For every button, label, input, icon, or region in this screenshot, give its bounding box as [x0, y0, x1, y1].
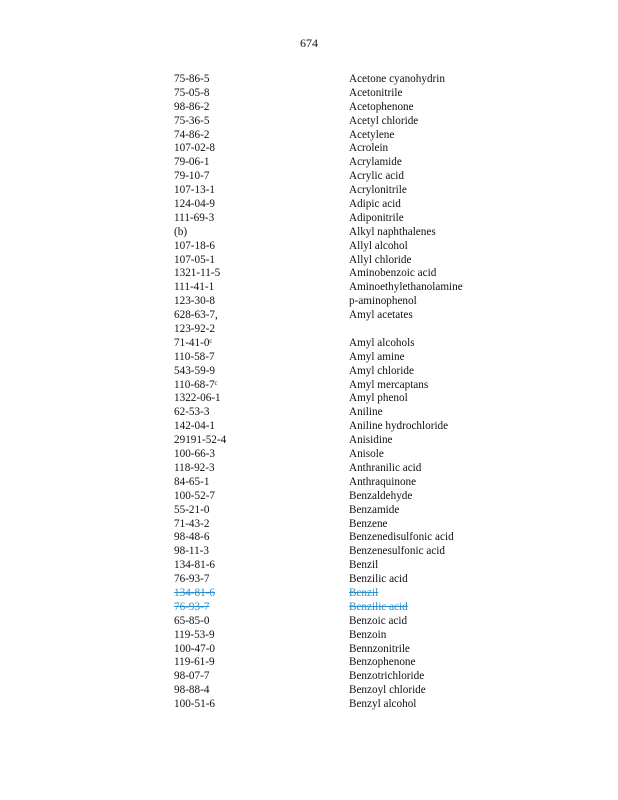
- chemical-name: Amyl amine: [349, 350, 405, 363]
- list-row: [174, 559, 504, 573]
- list-row: [174, 295, 504, 309]
- cas-number: 84-65-1: [174, 475, 210, 488]
- cas-number: 110-68-7ᶜ: [174, 378, 218, 391]
- list-row: [174, 351, 504, 365]
- chemical-name: Aniline: [349, 406, 383, 419]
- cas-number: 119-61-9: [174, 656, 215, 669]
- cas-number: 29191-52-4: [174, 434, 227, 447]
- cas-number: (b): [174, 225, 188, 238]
- list-row: [174, 670, 504, 684]
- list-row: [174, 656, 504, 670]
- list-row: [174, 129, 504, 143]
- cas-number: 142-04-1: [174, 420, 216, 433]
- list-row: [174, 490, 504, 504]
- cas-number: 98-86-2: [174, 100, 210, 113]
- cas-number: 98-88-4: [174, 684, 210, 697]
- list-row: [174, 462, 504, 476]
- list-row: [174, 601, 504, 615]
- list-row: [174, 448, 504, 462]
- cas-number: 55-21-0: [174, 503, 210, 516]
- cas-number: 107-13-1: [174, 184, 216, 197]
- list-row: [174, 573, 504, 587]
- list-row: [174, 531, 504, 545]
- chemical-name: Anisole: [349, 448, 384, 461]
- list-row: [174, 420, 504, 434]
- chemical-name: Anthraquinone: [349, 475, 417, 488]
- cas-number: 123-30-8: [174, 295, 216, 308]
- chemical-name: Anthranilic acid: [349, 461, 422, 474]
- chemical-name: Benzenedisulfonic acid: [349, 531, 454, 544]
- chemical-name: Amyl phenol: [349, 392, 408, 405]
- chemical-name: Aminobenzoic acid: [349, 267, 437, 280]
- list-row: [174, 365, 504, 379]
- list-row: [174, 698, 504, 712]
- cas-number: 119-53-9: [174, 628, 215, 641]
- cas-number: 543-59-9: [174, 364, 216, 377]
- chemical-name: Benzoyl chloride: [349, 684, 426, 697]
- list-row: [174, 281, 504, 295]
- chemical-name: Benzilic acid: [349, 573, 408, 586]
- list-row: [174, 101, 504, 115]
- cas-number: 107-02-8: [174, 142, 216, 155]
- chemical-name: Benzophenone: [349, 656, 416, 669]
- chemical-name: Benzil: [349, 559, 379, 572]
- cas-number: 75-86-5: [174, 73, 210, 85]
- list-row: [174, 267, 504, 281]
- chemical-name: Amyl acetates: [349, 309, 413, 322]
- chemical-name: Amyl mercaptans: [349, 378, 429, 391]
- cas-number: 111-69-3: [174, 211, 215, 224]
- list-row: [174, 254, 504, 268]
- list-row: [174, 323, 504, 337]
- chemical-name: p-aminophenol: [349, 295, 417, 308]
- list-row: [174, 226, 504, 240]
- list-row: [174, 240, 504, 254]
- page-number: 674: [300, 36, 318, 50]
- chemical-name: Acrylic acid: [349, 170, 404, 183]
- chemical-name: Acetonitrile: [349, 86, 403, 99]
- list-row: [174, 434, 504, 448]
- chemical-name: Benzilic acid: [349, 600, 408, 613]
- chemical-name: Aminoethylethanolamine: [349, 281, 463, 294]
- cas-number: 98-07-7: [174, 670, 210, 683]
- list-row: [174, 198, 504, 212]
- cas-number: 62-53-3: [174, 406, 210, 419]
- chemical-name: Benzamide: [349, 503, 400, 516]
- cas-number: 124-04-9: [174, 198, 216, 211]
- list-row: [174, 309, 504, 323]
- list-row: [174, 392, 504, 406]
- cas-number: 1321-11-5: [174, 267, 221, 280]
- list-row: [174, 73, 504, 87]
- cas-number: 75-36-5: [174, 114, 210, 127]
- cas-number: 111-41-1: [174, 281, 215, 294]
- chemical-name: Benzyl alcohol: [349, 698, 417, 711]
- chemical-name: Benzenesulfonic acid: [349, 545, 445, 558]
- chemical-name: Acrolein: [349, 142, 389, 155]
- list-row: [174, 587, 504, 601]
- cas-number: 98-48-6: [174, 531, 210, 544]
- chemical-name: Benzene: [349, 517, 388, 530]
- chemical-name: Benzaldehyde: [349, 489, 413, 502]
- list-row: [174, 615, 504, 629]
- list-row: [174, 406, 504, 420]
- list-row: [174, 156, 504, 170]
- chemical-name: Bennzonitrile: [349, 642, 410, 655]
- chemical-name: Benzil: [349, 586, 379, 599]
- list-row: [174, 337, 504, 351]
- cas-number: 107-05-1: [174, 253, 216, 266]
- list-row: [174, 184, 504, 198]
- cas-number: 110-58-7: [174, 350, 215, 363]
- cas-number: 98-11-3: [174, 545, 210, 558]
- chemical-name: Anisidine: [349, 434, 393, 447]
- cas-number: 79-06-1: [174, 156, 210, 169]
- list-row: [174, 643, 504, 657]
- cas-number: 100-47-0: [174, 642, 216, 655]
- cas-number: 134-81-6: [174, 559, 216, 572]
- list-row: [174, 115, 504, 129]
- cas-number: 76-93-7: [174, 573, 210, 586]
- cas-number: 100-52-7: [174, 489, 216, 502]
- cas-number: 134-81-6: [174, 586, 216, 599]
- cas-number: 1322-06-1: [174, 392, 221, 405]
- chemical-name: Acetylene: [349, 128, 395, 141]
- list-row: [174, 379, 504, 393]
- chemical-name: Benzoic acid: [349, 614, 408, 627]
- chemical-name: Allyl chloride: [349, 253, 412, 266]
- chemical-name: Adipic acid: [349, 198, 401, 211]
- list-row: [174, 629, 504, 643]
- list-row: [174, 476, 504, 490]
- list-row: [174, 170, 504, 184]
- cas-number: 107-18-6: [174, 239, 216, 252]
- chemical-name: Acetyl chloride: [349, 114, 419, 127]
- cas-number: 123-92-2: [174, 323, 216, 336]
- list-row: [174, 212, 504, 226]
- chemical-name: Amyl chloride: [349, 364, 414, 377]
- cas-number: 100-51-6: [174, 698, 216, 711]
- list-row: [174, 545, 504, 559]
- chemical-name: Aniline hydrochloride: [349, 420, 449, 433]
- cas-number: 76-93-7: [174, 600, 210, 613]
- chemical-list: [174, 73, 504, 712]
- cas-number: 71-41-0ᶜ: [174, 336, 213, 349]
- chemical-name: [349, 323, 504, 337]
- chemical-name: Acrylamide: [349, 156, 402, 169]
- list-row: [174, 518, 504, 532]
- list-row: [174, 684, 504, 698]
- chemical-name: Acetone cyanohydrin: [349, 73, 445, 85]
- chemical-name: Acrylonitrile: [349, 184, 407, 197]
- list-row: [174, 142, 504, 156]
- cas-number: 628-63-7,: [174, 309, 218, 322]
- list-row: [174, 504, 504, 518]
- cas-number: 100-66-3: [174, 448, 216, 461]
- chemical-name: Amyl alcohols: [349, 336, 415, 349]
- cas-number: 74-86-2: [174, 128, 210, 141]
- list-row: [174, 87, 504, 101]
- cas-number: 118-92-3: [174, 461, 215, 474]
- chemical-name: Benzoin: [349, 628, 387, 641]
- cas-number: 65-85-0: [174, 614, 210, 627]
- chemical-name: Acetophenone: [349, 100, 414, 113]
- cas-number: 71-43-2: [174, 517, 210, 530]
- cas-number: 79-10-7: [174, 170, 210, 183]
- chemical-name: Benzotrichloride: [349, 670, 425, 683]
- chemical-name: Alkyl naphthalenes: [349, 225, 436, 238]
- chemical-name: Adiponitrile: [349, 211, 404, 224]
- chemical-name: Allyl alcohol: [349, 239, 408, 252]
- cas-number: 75-05-8: [174, 86, 210, 99]
